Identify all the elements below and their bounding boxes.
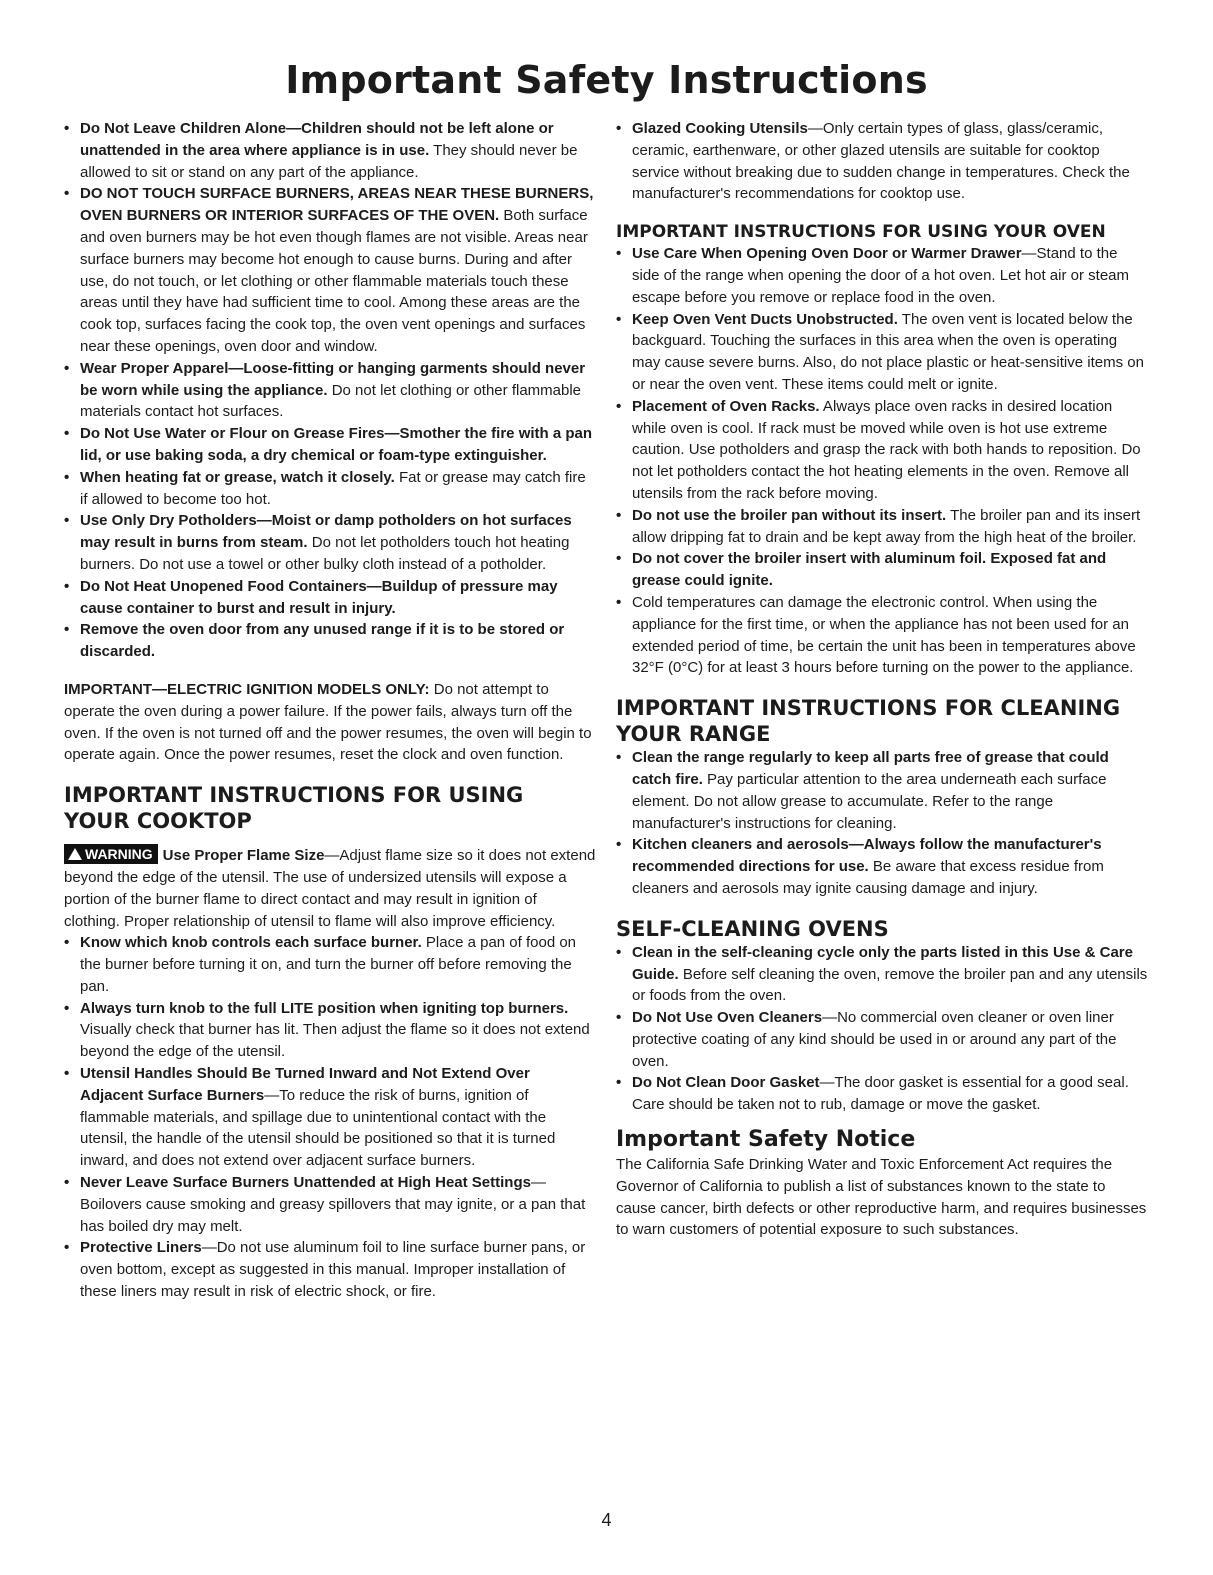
list-item: • Wear Proper Apparel—Loose-fitting or hanging garments should never be worn while using the appliance. Do not let clothing or other flammable materials contact hot surfaces. xyxy=(64,358,596,423)
warning-triangle-icon xyxy=(68,848,82,860)
list-item: • Utensil Handles Should Be Turned Inward and Not Extend Over Adjacent Surface Burners—To reduce the risk of burns, ignition of flammable materials, and spillage due to unintentional contact with the utensil, the handle of the utensil should be positioned so that it is turned inward, and does not extend over adjacent surface burners. xyxy=(64,1063,596,1172)
page-number: 4 xyxy=(601,1510,612,1530)
list-item: • DO NOT TOUCH SURFACE BURNERS, AREAS NEAR THESE BURNERS, OVEN BURNERS OR INTERIOR SURFACES OF THE OVEN. Both surface and oven burners may be hot even though flames are not visible. Areas near surface burners may become hot enough to cause burns. During and after use, do not touch, or let clothing or other flammable materials touch these areas until they have had sufficient time to cool. Among these areas are the cook top, surfaces facing the cook top, the oven vent openings and surfaces near these openings, oven door and window. xyxy=(64,183,596,357)
cooktop-list xyxy=(64,932,596,1303)
list-item: • Do Not Clean Door Gasket—The door gasket is essential for a good seal. Care should be taken not to rub, damage or move the gasket. xyxy=(616,1072,1148,1116)
list-item: • Never Leave Surface Burners Unattended at High Heat Settings—Boilovers cause smoking and greasy spillovers that may ignite, or a pan that has boiled dry may melt. xyxy=(64,1172,596,1237)
list-item: • Cold temperatures can damage the electronic control. When using the appliance for the first time, or when the appliance has not been used for an extended period of time, be certain the unit has been in temperatures above 32°F (0°C) for at least 3 hours before turning on the power to the appliance. xyxy=(616,592,1148,679)
list-item: • When heating fat or grease, watch it closely. Fat or grease may catch fire if allowed to become too hot. xyxy=(64,467,596,511)
list-item: • Clean the range regularly to keep all parts free of grease that could catch fire. Pay particular attention to the area underneath each surface element. Do not allow grease to accumulate. Refer to the range manufacturer's instructions for cleaning. xyxy=(616,747,1148,834)
list-item: • Protective Liners—Do not use aluminum foil to line surface burner pans, or oven bottom, except as suggested in this manual. Improper installation of these liners may result in risk of electric shock, or fire. xyxy=(64,1237,596,1302)
list-item: • Keep Oven Vent Ducts Unobstructed. The oven vent is located below the backguard. Touching the surfaces in this area when the oven is operating may cause severe burns. Also, do not place plastic or heat-sensitive items on or near the oven vent. These items could melt or ignite. xyxy=(616,309,1148,396)
list-item: • Use Care When Opening Oven Door or Warmer Drawer—Stand to the side of the range when opening the door of a hot oven. Let hot air or steam escape before you remove or replace food in the oven. xyxy=(616,243,1148,308)
left-column xyxy=(64,118,596,1303)
list-item: • Do Not Leave Children Alone—Children should not be left alone or unattended in the area where appliance is in use. They should never be allowed to sit or stand on any part of the appliance. xyxy=(64,118,596,183)
electric-ignition-paragraph: IMPORTANT—ELECTRIC IGNITION MODELS ONLY: Do not attempt to operate the oven during a power failure. If the power fails, always turn off the oven. If the oven is not turned off and the power resumes, the oven will begin to operate again. Once the power resumes, reset the clock and oven function. xyxy=(64,680,592,764)
list-item: • Do Not Heat Unopened Food Containers—Buildup of pressure may cause container to burst and result in injury. xyxy=(64,576,596,620)
cooktop-heading: IMPORTANT INSTRUCTIONS FOR USING YOUR COOKTOP xyxy=(64,783,524,834)
list-item: • Do Not Use Water or Flour on Grease Fires—Smother the fire with a pan lid, or use baking soda, a dry chemical or foam-type extinguisher. xyxy=(64,423,596,467)
list-item: • Do not use the broiler pan without its insert. The broiler pan and its insert allow dripping fat to drain and be kept away from the high heat of the broiler. xyxy=(616,505,1148,549)
list-item: • Kitchen cleaners and aerosols—Always follow the manufacturer's recommended directions for use. Be aware that excess residue from cleaners and aerosols may ignite causing damage and injury. xyxy=(616,834,1148,899)
general-safety-list xyxy=(64,118,596,663)
notice-heading: Important Safety Notice xyxy=(616,1127,916,1153)
warning-badge: WARNING xyxy=(64,844,158,864)
cleaning-list xyxy=(616,747,1148,900)
self-cleaning-heading: SELF-CLEANING OVENS xyxy=(616,916,889,941)
list-item: • Use Only Dry Potholders—Moist or damp potholders on hot surfaces may result in burns from steam. Do not let potholders touch hot heating burners. Do not use a towel or other bulky cloth instead of a potholder. xyxy=(64,510,596,575)
oven-list xyxy=(616,243,1148,679)
cleaning-heading: IMPORTANT INSTRUCTIONS FOR CLEANING YOUR RANGE xyxy=(616,696,1121,747)
notice-paragraph: The California Safe Drinking Water and Toxic Enforcement Act requires the Governor of California to publish a list of substances known to the state to cause cancer, birth defects or other reproductive harm, and requires businesses to warn customers of potential exposure to such substances. xyxy=(616,1156,1147,1239)
list-item: • Placement of Oven Racks. Always place oven racks in desired location while oven is cool. If rack must be moved while oven is hot use extreme caution. Use potholders and grasp the rack with both hands to reposition. Do not let potholders contact the hot heating elements in the oven. Remove all utensils from the rack before moving. xyxy=(616,396,1148,505)
self-cleaning-list xyxy=(616,942,1148,1116)
oven-heading: IMPORTANT INSTRUCTIONS FOR USING YOUR OVEN xyxy=(616,222,1106,243)
page-title: Important Safety Instructions xyxy=(285,58,928,102)
list-item: • Always turn knob to the full LITE position when igniting top burners. Visually check that burner has lit. Then adjust the flame so it does not extend beyond the edge of the utensil. xyxy=(64,998,596,1063)
warning-paragraph: WARNING Use Proper Flame Size—Adjust flame size so it does not extend beyond the edge of the utensil. The use of undersized utensils will expose a portion of the burner flame to direct contact and may result in ignition of clothing. Proper relationship of utensil to flame will also improve efficiency. xyxy=(64,846,596,930)
glazed-list xyxy=(616,118,1148,205)
list-item: • Clean in the self-cleaning cycle only the parts listed in this Use & Care Guide. Before self cleaning the oven, remove the broiler pan and any utensils or foods from the oven. xyxy=(616,942,1148,1007)
right-column xyxy=(616,118,1148,1241)
list-item: • Glazed Cooking Utensils—Only certain types of glass, glass/ceramic, ceramic, earthenware, or other glazed utensils are suitable for cooktop service without breaking due to sudden change in temperatures. Check the manufacturer's recommendations for cooktop use. xyxy=(616,118,1148,205)
list-item: • Do not cover the broiler insert with aluminum foil. Exposed fat and grease could ignite. xyxy=(616,548,1148,592)
list-item: • Know which knob controls each surface burner. Place a pan of food on the burner before turning it on, and turn the burner off before removing the pan. xyxy=(64,932,596,997)
list-item: • Do Not Use Oven Cleaners—No commercial oven cleaner or oven liner protective coating of any kind should be used in or around any part of the oven. xyxy=(616,1007,1148,1072)
list-item: • Remove the oven door from any unused range if it is to be stored or discarded. xyxy=(64,619,596,663)
